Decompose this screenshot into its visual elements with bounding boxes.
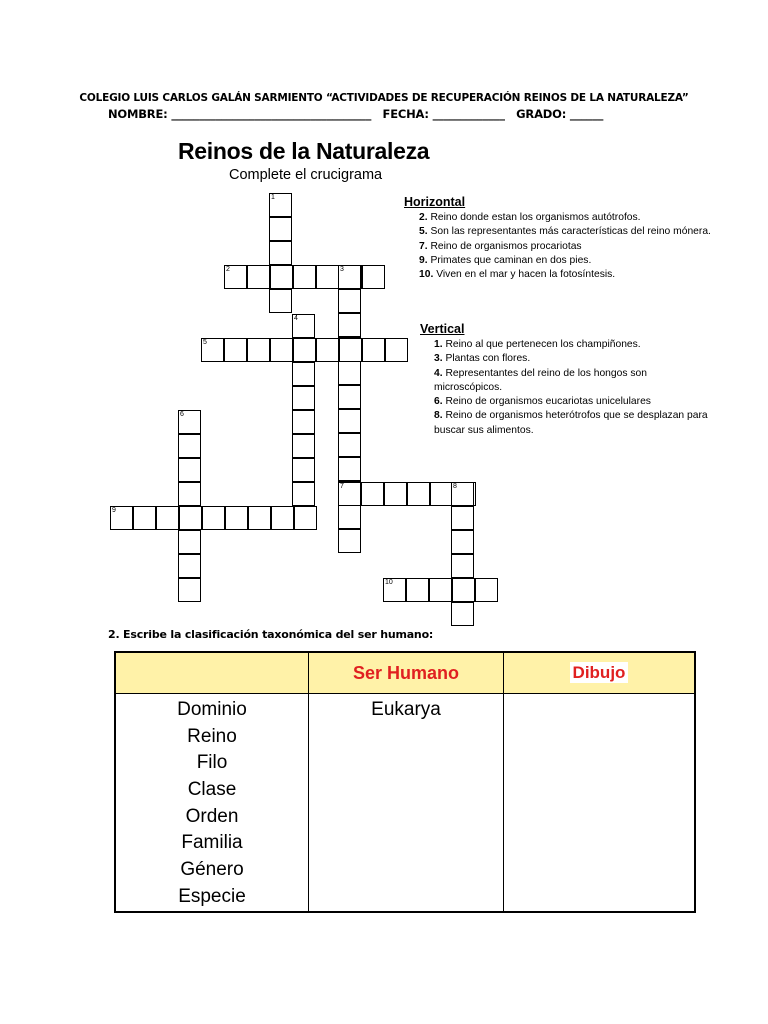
rank-label: Reino	[187, 725, 237, 747]
crossword-cell[interactable]	[406, 578, 429, 602]
crossword-cell[interactable]	[178, 458, 201, 482]
crossword-cell[interactable]	[294, 506, 317, 530]
clue-v1: 1. Reino al que pertenecen los champiñones.	[434, 339, 641, 350]
crossword-cell[interactable]	[384, 482, 407, 506]
crossword-cell[interactable]	[202, 506, 225, 530]
crossword-cell[interactable]	[338, 409, 361, 433]
clue-number: 1	[271, 194, 275, 201]
clue-number: 10	[385, 579, 393, 586]
crossword-cell[interactable]	[271, 506, 294, 530]
crossword-cell[interactable]	[451, 530, 474, 554]
crossword-cell[interactable]	[338, 265, 361, 289]
crossword-cell[interactable]	[292, 314, 315, 338]
rank-label: Especie	[178, 885, 246, 907]
horizontal-clues-list	[419, 211, 719, 282]
crossword-cell[interactable]	[451, 506, 474, 530]
crossword-cell[interactable]	[110, 506, 133, 530]
crossword-cell[interactable]	[201, 338, 224, 362]
crossword-cell[interactable]	[338, 529, 361, 553]
crossword-cell[interactable]	[293, 265, 316, 289]
crossword-cell[interactable]	[247, 265, 270, 289]
clue-number: 4	[294, 315, 298, 322]
crossword-cell[interactable]	[361, 482, 384, 506]
clue-number: 6	[180, 411, 184, 418]
clue-number: 5	[203, 339, 207, 346]
dibujo-drawing-area[interactable]	[504, 694, 696, 913]
crossword-cell[interactable]	[292, 458, 315, 482]
clue-h9: 9. Primates que caminan en dos pies.	[419, 254, 592, 266]
crossword-cell[interactable]	[178, 482, 201, 506]
crossword-cell[interactable]	[430, 482, 453, 506]
crossword-cell[interactable]	[179, 506, 202, 530]
crossword-cell[interactable]	[338, 505, 361, 529]
crossword-subtitle: Complete el crucigrama	[229, 167, 383, 183]
crossword-cell[interactable]	[224, 338, 247, 362]
crossword-cell[interactable]	[224, 265, 247, 289]
clue-number: 9	[112, 507, 116, 514]
clue-number: 2	[226, 266, 230, 273]
crossword-cell[interactable]	[338, 313, 361, 337]
crossword-cell[interactable]	[156, 506, 179, 530]
crossword-cell[interactable]	[338, 385, 361, 409]
crossword-cell[interactable]	[429, 578, 452, 602]
crossword-cell[interactable]	[385, 338, 408, 362]
clue-number: 8	[453, 483, 457, 490]
crossword-cell[interactable]	[270, 265, 293, 289]
crossword-cell[interactable]	[292, 362, 315, 386]
crossword-cell[interactable]	[338, 433, 361, 457]
crossword-cell[interactable]	[269, 193, 292, 217]
crossword-title: Reinos de la Naturaleza	[178, 138, 430, 164]
crossword-cell[interactable]	[339, 338, 362, 362]
crossword-cell[interactable]	[178, 530, 201, 554]
clue-v3: 3. Plantas con flores.	[434, 353, 531, 365]
question-2-label: 2. Escribe la clasificación taxonómica del ser humano:	[108, 628, 434, 641]
ser-humano-answers[interactable]	[309, 694, 504, 913]
header-dibujo: Dibujo	[504, 652, 696, 694]
crossword-cell[interactable]	[316, 265, 339, 289]
rank-label: Orden	[185, 805, 239, 827]
crossword-cell[interactable]	[269, 289, 292, 313]
crossword-cell[interactable]	[178, 554, 201, 578]
crossword-cell[interactable]	[362, 265, 385, 289]
crossword-cell[interactable]	[338, 482, 361, 506]
vertical-clues-title: Vertical	[420, 322, 465, 336]
rank-label: Filo	[196, 752, 228, 774]
crossword-cell[interactable]	[178, 434, 201, 458]
rank-label: Clase	[187, 779, 237, 801]
clue-h10: 10. Viven en el mar y hacen la fotosíntesis.	[419, 269, 616, 281]
crossword-cell[interactable]	[383, 578, 406, 602]
crossword-cell[interactable]	[338, 361, 361, 385]
crossword-cell[interactable]	[292, 386, 315, 410]
crossword-cell[interactable]	[451, 482, 474, 506]
header-empty-cell	[115, 652, 309, 694]
crossword-cell[interactable]	[292, 434, 315, 458]
vertical-clues-list	[434, 338, 716, 438]
human-domain-value: Eukarya	[371, 699, 441, 720]
clue-h7: 7. Reino de organismos procariotas	[419, 240, 582, 252]
clue-h2: 2. Reino donde estan los organismos autótrofos.	[419, 212, 641, 223]
crossword-cell[interactable]	[475, 578, 498, 602]
crossword-cell[interactable]	[338, 289, 361, 313]
crossword-cell[interactable]	[247, 338, 270, 362]
header-ser-humano: Ser Humano	[309, 652, 504, 694]
rank-label: Dominio	[177, 699, 247, 720]
crossword-cell[interactable]	[293, 338, 316, 362]
rank-label: Género	[180, 859, 244, 881]
crossword-cell[interactable]	[270, 338, 293, 362]
crossword-cell[interactable]	[292, 482, 315, 506]
crossword-cell[interactable]	[316, 338, 339, 362]
crossword-cell[interactable]	[248, 506, 271, 530]
crossword-cell[interactable]	[338, 457, 361, 481]
school-header: COLEGIO LUIS CARLOS GALÁN SARMIENTO “ACTIVIDADES DE RECUPERACIÓN REINOS DE LA NATURALEZA”	[79, 92, 689, 104]
rank-label: Familia	[181, 832, 243, 854]
crossword-cell[interactable]	[225, 506, 248, 530]
crossword-cell[interactable]	[451, 554, 474, 578]
crossword-cell[interactable]	[452, 578, 475, 602]
crossword-cell[interactable]	[407, 482, 430, 506]
taxonomy-table	[114, 651, 696, 913]
clue-h5: 5. Son las representantes más características del reino mónera.	[419, 226, 711, 238]
clue-v6: 6. Reino de organismos eucariotas unicelulares	[434, 396, 651, 408]
rank-column	[115, 694, 309, 913]
crossword-cell[interactable]	[362, 338, 385, 362]
clue-v8: 8. Reino de organismos heterótrofos que se desplazan para buscar sus alimentos.	[434, 410, 708, 436]
clue-number: 3	[340, 266, 344, 273]
clue-v4: 4. Representantes del reino de los hongos son microscópicos.	[434, 367, 647, 393]
horizontal-clues-title: Horizontal	[404, 195, 466, 209]
crossword-cell[interactable]	[269, 217, 292, 241]
crossword-cell[interactable]	[292, 410, 315, 434]
crossword-cell[interactable]	[178, 410, 201, 434]
student-info-line[interactable]: NOMBRE: ____________________________________ FECHA: _____________ GRADO: ______	[108, 107, 604, 121]
crossword-cell[interactable]	[133, 506, 156, 530]
clue-number: 7	[340, 483, 344, 490]
crossword-cell[interactable]	[269, 241, 292, 265]
crossword-cell[interactable]	[178, 578, 201, 602]
crossword-cell[interactable]	[451, 602, 474, 626]
